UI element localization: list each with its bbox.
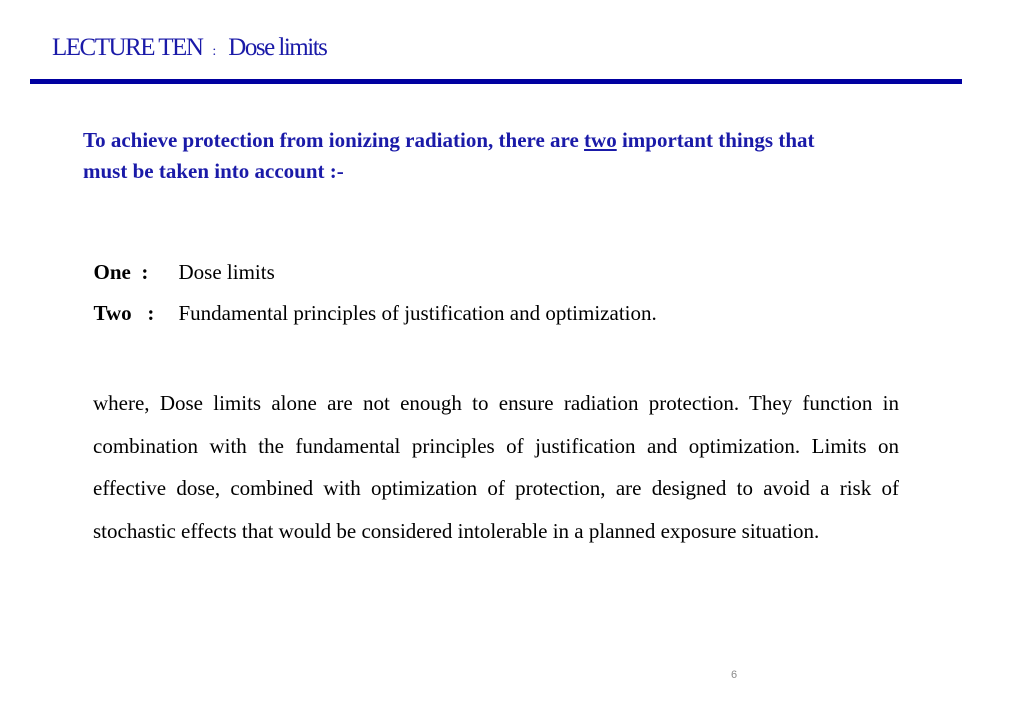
item-one-text: Dose limits — [178, 260, 275, 284]
lecture-label: LECTURE TEN — [52, 34, 203, 61]
item-two-label: Two : — [93, 301, 155, 325]
topic-label: Dose limits — [228, 34, 327, 61]
list-item-two — [83, 276, 657, 326]
title-separator: : — [212, 44, 217, 59]
intro-paragraph — [83, 125, 843, 187]
title-divider — [30, 79, 962, 84]
item-two-text: Fundamental principles of justification and optimization. — [178, 301, 657, 325]
slide-title — [52, 34, 326, 62]
page-number: 6 — [731, 669, 738, 681]
body-paragraph: where, Dose limits alone are not enough to ensure radiation protection. They function in combination with the fundamental principles of justification and optimization. Limits on effective dose, combined with optimization of protection, are designed to avoid a risk of stochastic effects that would be considered intolerable in a planned exposure situation. — [93, 391, 899, 543]
intro-text-before: To achieve protection from ionizing radiation, there are — [83, 128, 585, 152]
intro-emphasis: two — [584, 128, 617, 152]
intro-text-after: important things that must be taken into account :- — [83, 128, 815, 183]
item-one-label: One : — [93, 260, 149, 284]
